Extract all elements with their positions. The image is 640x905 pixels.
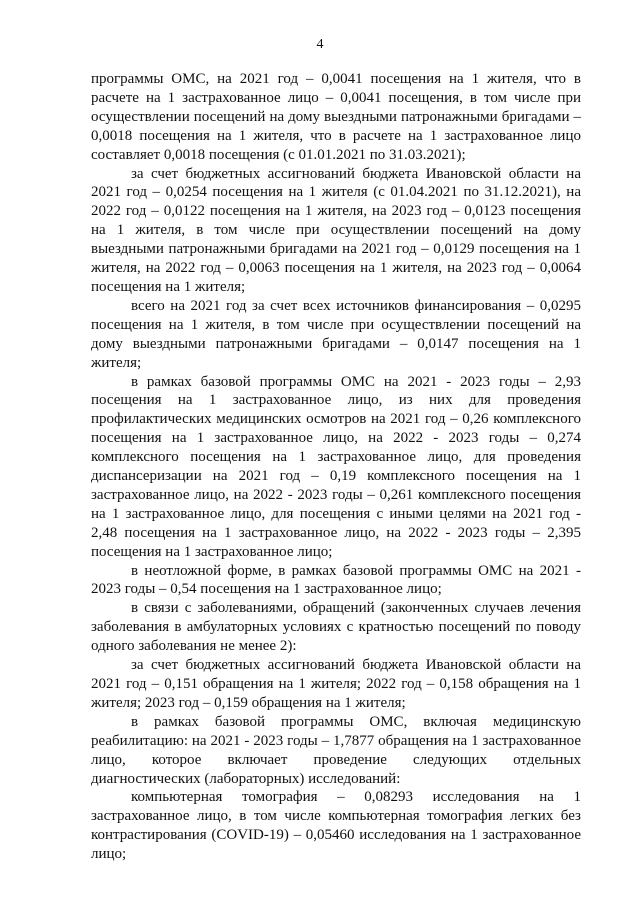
page-number: 4 <box>316 37 324 52</box>
body-text <box>91 70 581 864</box>
paragraph-continuation: программы ОМС, на 2021 год – 0,0041 посещения на 1 жителя, что в расчете на 1 застрахованное лицо – 0,0041 посещения, в том числе при осуществлении посещений на дому выездными патронажными бригадами – 0,0018 посещения на 1 жителя, что в расчете на 1 застрахованное лицо составляет 0,0018 посещения (с 01.01.2021 по 31.03.2021); <box>91 71 581 163</box>
paragraph-base-program-appeals: в рамках базовой программы ОМС, включая медицинскую реабилитацию: на 2021 - 2023 годы – 1,7877 обращения на 1 застрахованное лицо, которое включает проведение следующих отдельных диагностических (лабораторных) исследований: <box>91 713 581 787</box>
paragraph-regional-budget-visits: за счет бюджетных ассигнований бюджета Ивановской области на 2021 год – 0,0254 посещения на 1 жителя (с 01.04.2021 по 31.12.2021), на 2022 год – 0,0122 посещения на 1 жителя, на 2023 год – 0,0123 посещения на 1 жителя, в том числе при осуществлении посещений на дому выездными патронажными бригадами на 2021 год – 0,0129 посещения на 1 жителя, на 2022 год – 0,0063 посещения на 1 жителя, на 2023 год – 0,0064 посещения на 1 жителя; <box>91 165 581 295</box>
paragraph-regional-budget-appeals: за счет бюджетных ассигнований бюджета Ивановской области на 2021 год – 0,151 обращения на 1 жителя; 2022 год – 0,158 обращения на 1 жителя; 2023 год – 0,159 обращения на 1 жителя; <box>91 657 581 711</box>
paragraph-urgent-care: в неотложной форме, в рамках базовой программы ОМС на 2021 - 2023 годы – 0,54 посещения на 1 застрахованное лицо; <box>91 562 581 598</box>
paragraph-computed-tomography: компьютерная томография – 0,08293 исследования на 1 застрахованное лицо, в том числе компьютерная томография легких без контрастирования (COVID-19) – 0,05460 исследования на 1 застрахованное лицо; <box>91 789 581 863</box>
paragraph-base-program-visits: в рамках базовой программы ОМС на 2021 - 2023 годы – 2,93 посещения на 1 застрахованное лицо, из них для проведения профилактических медицинских осмотров на 2021 год – 0,26 комплексного посещения на 1 застрахованное лицо, на 2022 - 2023 годы – 0,274 комплексного посещения на 1 застрахованное лицо, для проведения диспансеризации на 2021 год – 0,19 комплексного посещения на 1 застрахованное лицо, на 2022 - 2023 годы – 0,261 комплексного посещения на 1 застрахованное лицо, для посещения с иными целями на 2021 год - 2,48 посещения на 1 застрахованное лицо, на 2022 - 2023 годы – 2,395 посещения на 1 застрахованное лицо; <box>91 373 581 560</box>
paragraph-total-2021: всего на 2021 год за счет всех источников финансирования – 0,0295 посещения на 1 жителя, в том числе при осуществлении посещений на дому выездными патронажными бригадами – 0,0147 посещения на 1 жителя; <box>91 297 581 371</box>
paragraph-disease-appeals: в связи с заболеваниями, обращений (законченных случаев лечения заболевания в амбулаторных условиях с кратностью посещений по поводу одного заболевания не менее 2): <box>91 600 581 655</box>
